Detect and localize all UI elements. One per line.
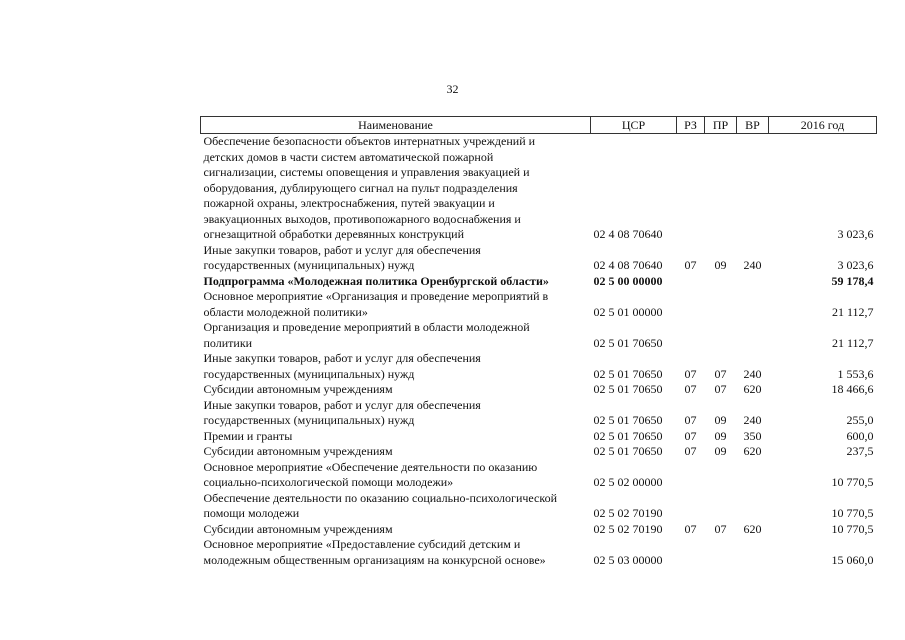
row-pr (705, 289, 737, 320)
row-vr: 350 (743, 428, 762, 443)
row-csr: 02 4 08 70640 (593, 258, 663, 272)
row-rz: 07 (684, 382, 697, 396)
row-amount: 3 023,6 (837, 227, 874, 241)
row-amount: 3 023,6 (837, 258, 874, 272)
row-name-line: области молодежной политики» (203, 304, 368, 319)
row-vr: 620 (743, 382, 762, 396)
row-pr: 07 (714, 366, 727, 381)
row-vr (737, 537, 769, 568)
table-header-row (201, 117, 877, 134)
header-year: 2016 год (769, 117, 877, 134)
row-pr (705, 491, 737, 522)
row-amount: 10 770,5 (831, 506, 874, 520)
row-name-line: Обеспечение деятельности по оказанию социально-психологической (203, 490, 558, 505)
row-vr (737, 491, 769, 522)
row-amount: 255,0 (846, 413, 874, 427)
row-csr: 02 5 02 70190 (593, 506, 663, 520)
row-pr (705, 134, 737, 243)
row-vr: 240 (743, 258, 762, 272)
table-row (201, 460, 877, 491)
table-row (201, 382, 877, 398)
row-csr: 02 5 01 70650 (593, 428, 663, 443)
row-name (201, 382, 591, 398)
table-row (201, 243, 877, 274)
row-name-line: Обеспечение безопасности объектов интернатных учреждений и (203, 134, 536, 148)
row-pr: 09 (714, 413, 727, 427)
row-pr (705, 320, 737, 351)
row-name-line: государственных (муниципальных) нужд (203, 366, 415, 381)
table-row (201, 491, 877, 522)
row-vr (737, 460, 769, 491)
row-amount: 10 770,5 (831, 475, 874, 489)
header-rz: РЗ (677, 117, 705, 134)
row-rz (677, 289, 705, 320)
row-name-line: политики (203, 335, 253, 350)
row-pr (705, 537, 737, 568)
row-name-line: социально-психологической помощи молодежи» (203, 475, 454, 489)
row-vr (737, 289, 769, 320)
row-rz: 07 (684, 366, 697, 381)
row-csr: 02 5 01 00000 (593, 304, 663, 319)
row-name-line: эвакуационных выходов, противопожарного водоснабжения и (203, 211, 521, 226)
row-amount: 21 112,7 (831, 304, 874, 319)
row-pr: 09 (714, 428, 727, 443)
row-name-line: Организация и проведение мероприятий в области молодежной (203, 320, 530, 334)
row-name-line: оборудования, дублирующего сигнал на пульт подразделения (203, 180, 518, 195)
header-csr: ЦСР (591, 117, 677, 134)
row-amount: 18 466,6 (831, 382, 874, 396)
row-amount: 237,5 (846, 444, 874, 458)
row-amount: 21 112,7 (831, 335, 874, 350)
row-rz (677, 537, 705, 568)
row-rz (677, 274, 705, 290)
row-pr: 09 (714, 444, 727, 458)
budget-table (200, 116, 877, 568)
table-row (201, 522, 877, 538)
row-csr: 02 5 01 70650 (593, 413, 663, 427)
table-row (201, 351, 877, 382)
row-pr: 07 (714, 382, 727, 396)
row-csr: 02 4 08 70640 (593, 227, 663, 241)
table-row (201, 429, 877, 445)
row-name-line: государственных (муниципальных) нужд (203, 258, 415, 272)
row-name-line: Субсидии автономным учреждениям (203, 382, 393, 396)
row-name (201, 320, 591, 351)
row-pr: 09 (714, 258, 727, 272)
row-rz: 07 (684, 521, 697, 536)
row-csr: 02 5 03 00000 (593, 552, 663, 567)
row-csr: 02 5 01 70650 (593, 444, 663, 458)
row-csr: 02 5 01 70650 (593, 382, 663, 396)
row-vr: 620 (743, 521, 762, 536)
row-amount: 59 178,4 (831, 273, 874, 288)
row-vr: 620 (743, 444, 762, 458)
row-name-line: Иные закупки товаров, работ и услуг для обеспечения (203, 397, 481, 412)
row-name-line: сигнализации, системы оповещения и управления эвакуацией и (203, 165, 530, 179)
row-name-line: Субсидии автономным учреждениям (203, 444, 393, 458)
table-row (201, 274, 877, 290)
row-amount: 600,0 (846, 428, 874, 443)
row-csr: 02 5 01 70650 (593, 335, 663, 350)
row-amount: 15 060,0 (831, 552, 874, 567)
row-name-line: Подпрограмма «Молодежная политика Оренбургской области» (203, 273, 549, 288)
table-row (201, 289, 877, 320)
table-body (201, 134, 877, 569)
row-name (201, 289, 591, 320)
row-name-line: детских домов в части систем автоматической пожарной (203, 149, 494, 164)
row-name-line: Основное мероприятие «Обеспечение деятельности по оказанию (203, 459, 538, 474)
row-name (201, 444, 591, 460)
row-rz: 07 (684, 428, 697, 443)
row-vr (737, 320, 769, 351)
row-name (201, 274, 591, 290)
row-pr: 07 (714, 521, 727, 536)
table-row (201, 398, 877, 429)
row-rz (677, 460, 705, 491)
row-name-line: Иные закупки товаров, работ и услуг для обеспечения (203, 351, 481, 365)
row-rz: 07 (684, 258, 697, 272)
row-name (201, 491, 591, 522)
row-csr: 02 5 01 70650 (593, 366, 663, 381)
row-name (201, 398, 591, 429)
row-name-line: Иные закупки товаров, работ и услуг для обеспечения (203, 242, 481, 257)
row-csr: 02 5 02 00000 (593, 475, 663, 489)
row-vr (737, 274, 769, 290)
row-name-line: Основное мероприятие «Предоставление субсидий детским и (203, 537, 521, 551)
row-csr: 02 5 02 70190 (593, 521, 663, 536)
row-rz (677, 134, 705, 243)
table-row (201, 444, 877, 460)
row-rz: 07 (684, 413, 697, 427)
row-name-line: Основное мероприятие «Организация и проведение мероприятий в (203, 289, 549, 303)
row-name (201, 460, 591, 491)
row-vr: 240 (743, 413, 762, 427)
table-row (201, 134, 877, 243)
row-amount: 10 770,5 (831, 521, 874, 536)
header-vr: ВР (737, 117, 769, 134)
row-name-line: Премии и гранты (203, 428, 293, 443)
row-name (201, 522, 591, 538)
row-name-line: огнезащитной обработки деревянных конструкций (203, 227, 464, 241)
row-name (201, 243, 591, 274)
table-row (201, 320, 877, 351)
row-csr: 02 5 00 00000 (593, 273, 663, 288)
table-row (201, 537, 877, 568)
row-amount: 1 553,6 (837, 366, 874, 381)
row-name-line: молодежным общественным организациям на конкурсной основе» (203, 552, 546, 567)
row-name-line: помощи молодежи (203, 506, 300, 520)
row-name (201, 134, 591, 243)
row-name (201, 351, 591, 382)
row-pr (705, 274, 737, 290)
row-rz: 07 (684, 444, 697, 458)
row-name (201, 429, 591, 445)
header-pr: ПР (705, 117, 737, 134)
page-number: 32 (446, 82, 459, 96)
header-name: Наименование (201, 117, 591, 134)
row-name-line: государственных (муниципальных) нужд (203, 413, 415, 427)
row-name-line: Субсидии автономным учреждениям (203, 521, 393, 536)
row-rz (677, 320, 705, 351)
row-pr (705, 460, 737, 491)
row-name-line: пожарной охраны, электроснабжения, путей эвакуации и (203, 196, 495, 210)
row-name (201, 537, 591, 568)
row-rz (677, 491, 705, 522)
row-vr: 240 (743, 366, 762, 381)
row-vr (737, 134, 769, 243)
